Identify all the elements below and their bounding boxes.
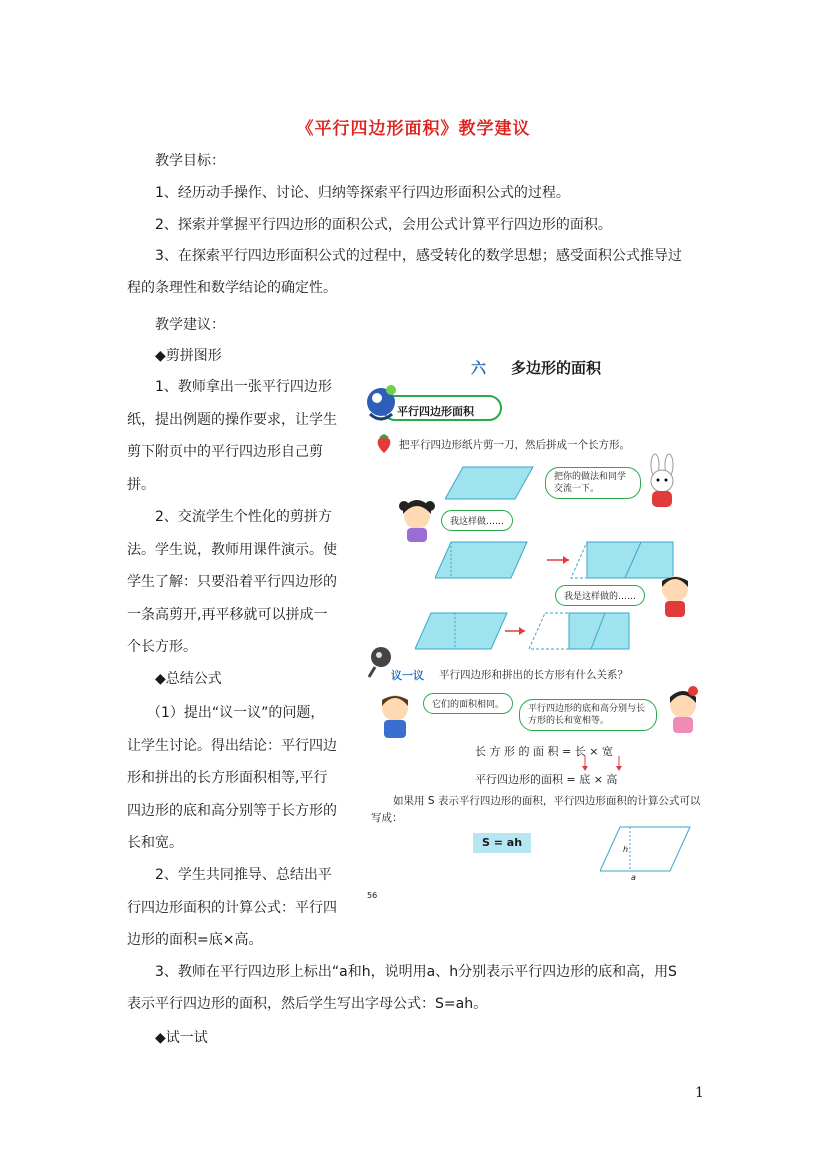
formula-parallelogram: 平行四边形的面积 = 底 × 高 — [475, 773, 618, 786]
goal-1: 1、经历动手操作、讨论、归纳等探索平行四边形面积公式的过程。 — [155, 185, 570, 201]
section-formula-paragraph-3: 3、教师在平行四边形上标出“a和h，说明用a、h分别表示平行四边形的底和高，用S表示平行四边形的面积，然后学生写出字母公式：S=ah。 — [127, 964, 677, 1012]
section-cut-paragraph-1: 1、教师拿出一张平行四边形纸，提出例题的操作要求，让学生剪下附页中的平行四边形自己剪拼。 — [127, 379, 337, 493]
boy2-speech-bubble: 它们的面积相同。 — [423, 693, 513, 714]
girl2-character-icon — [663, 685, 703, 737]
cut-diagram-row-2 — [415, 611, 635, 653]
boy2-character-icon — [375, 690, 415, 742]
instruction-text: 把平行四边形纸片剪一刀，然后拼成一个长方形。 — [399, 439, 630, 451]
section-formula-paragraph-1: （1）提出“议一议”的问题，让学生讨论。得出结论：平行四边形和拼出的长方形面积相等,平行四边形的底和高分别等于长方形的长和宽。 — [127, 705, 337, 851]
unit-title: 多边形的面积 — [511, 359, 602, 377]
girl2-speech-bubble: 平行四边形的底和高分别与长方形的长和宽相等。 — [519, 699, 657, 731]
height-label: h — [623, 845, 629, 854]
girl-character-icon — [397, 498, 437, 544]
section-cut-paragraph-2: 2、交流学生个性化的剪拼方法。学生说，教师用课件演示。使学生了解：只要沿着平行四边形的一条高剪开,再平移就可以拼成一个长方形。 — [127, 509, 337, 655]
boy-speech-bubble: 我是这样做的…… — [555, 585, 645, 606]
page-number: 1 — [695, 1085, 704, 1101]
document-title: 《平行四边形面积》教学建议 — [296, 119, 531, 139]
advice-heading: 教学建议： — [155, 317, 225, 333]
goal-2: 2、探索并掌握平行四边形的面积公式，会用公式计算平行四边形的面积。 — [155, 217, 612, 233]
discuss-label: 议一议 — [391, 669, 424, 682]
formula-explanation: 如果用 S 表示平行四边形的面积，平行四边形面积的计算公式可以写成： — [371, 795, 701, 824]
strawberry-icon — [373, 433, 395, 455]
boy-character-icon — [655, 571, 695, 621]
section-formula-heading: ◆总结公式 — [155, 671, 222, 687]
parallelogram-shape — [445, 465, 535, 501]
textbook-figure — [355, 345, 710, 905]
section-cut-heading: ◆剪拼图形 — [155, 348, 222, 364]
formula-rectangle: 长 方 形 的 面 积 = 长 × 宽 — [475, 745, 613, 758]
section-formula-paragraph-2: 2、学生共同推导、总结出平行四边形面积的计算公式：平行四边形的面积=底×高。 — [127, 867, 337, 948]
rabbit-speech-bubble: 把你的做法和同学交流一下。 — [545, 467, 641, 499]
rabbit-mascot-icon — [640, 453, 684, 509]
formula-arrows — [579, 756, 639, 772]
labeled-parallelogram — [600, 825, 700, 877]
formula-box: S = ah — [473, 833, 531, 853]
goal-3: 3、在探索平行四边形面积公式的过程中，感受转化的数学思想；感受面积公式推导过程的条理性和数学结论的确定性。 — [127, 248, 682, 296]
textbook-page-number: 56 — [367, 891, 378, 900]
goals-heading: 教学目标： — [155, 153, 225, 169]
discuss-question: 平行四边形和拼出的长方形有什么关系？ — [439, 669, 628, 681]
unit-number: 六 — [471, 359, 487, 377]
lesson-banner-label: 平行四边形面积 — [397, 405, 474, 418]
girl-speech-bubble: 我这样做…… — [441, 510, 513, 531]
base-label: a — [631, 873, 636, 882]
section-try-heading: ◆试一试 — [155, 1030, 208, 1046]
